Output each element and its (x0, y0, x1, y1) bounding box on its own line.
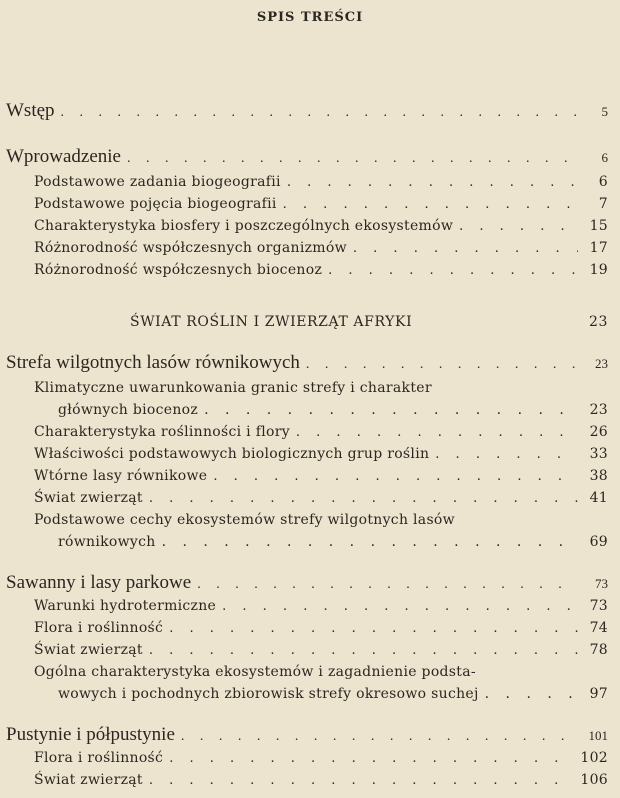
toc-entry-title: Świat zwierząt (34, 642, 143, 658)
toc-entry[interactable] (34, 468, 608, 484)
toc-entry-page: 33 (589, 446, 608, 462)
toc-entry-line1[interactable]: Klimatyczne uwarunkowania granic strefy i charakter (34, 380, 432, 396)
leader-dots (459, 219, 578, 234)
toc-entry-title: Wprowadzenie (6, 146, 121, 167)
toc-entry-page: 73 (595, 576, 608, 591)
toc-entry-title: równikowych (58, 534, 156, 550)
toc-entry-title: Warunki hydrotermiczne (34, 598, 217, 614)
toc-entry-page: 78 (589, 642, 608, 658)
toc-entry-page: 106 (580, 772, 608, 788)
leader-dots (127, 151, 578, 167)
toc-entry-title: Właściwości podstawowych biologicznych grup roślin (34, 446, 430, 462)
toc-entry[interactable] (34, 446, 608, 462)
leader-dots (328, 263, 578, 278)
toc-entry-title: Podstawowe zadania biogeografii (34, 174, 281, 190)
toc-chapter-pustynie[interactable] (6, 724, 608, 746)
toc-entry-page: 19 (589, 262, 608, 278)
toc-entry[interactable] (34, 262, 608, 278)
leader-dots (197, 577, 578, 593)
toc-entry-page: 23 (595, 356, 608, 371)
toc-entry-page: 23 (589, 402, 608, 418)
toc-entry-title: Świat zwierząt (34, 772, 143, 788)
toc-entry-page: 6 (598, 174, 608, 190)
toc-entry-page: 5 (601, 104, 608, 119)
leader-dots (353, 241, 578, 256)
toc-entry[interactable] (34, 620, 608, 636)
toc-entry[interactable] (58, 534, 608, 550)
toc-entry-page: 6 (601, 150, 608, 165)
toc-entry[interactable] (34, 218, 608, 234)
leader-dots (162, 534, 578, 550)
toc-entry-title: Charakterystyka roślinności i flory (34, 424, 290, 440)
toc-entry-title: wowych i pochodnych zbiorowisk strefy okresowo suchej (58, 686, 479, 702)
leader-dots (435, 447, 578, 462)
toc-part-title: ŚWIAT ROŚLIN I ZWIERZĄT AFRYKI (130, 314, 413, 330)
toc-entry-page: 101 (588, 728, 608, 743)
toc-chapter-wstep[interactable] (6, 100, 608, 122)
toc-entry[interactable] (34, 772, 608, 788)
toc-entry-title: Pustynie i półpustynie (6, 724, 175, 745)
toc-entry-title: Podstawowe pojęcia biogeografii (34, 196, 277, 212)
leader-dots (485, 686, 578, 702)
toc-entry-title: Wstęp (6, 100, 55, 121)
toc-entry-title: Różnorodność współczesnych organizmów (34, 240, 347, 256)
toc-entry-page: 69 (589, 534, 608, 550)
toc-entry-page: 97 (589, 686, 608, 702)
toc-entry[interactable] (58, 402, 608, 418)
leader-dots (283, 197, 578, 212)
toc-entry-title: Świat zwierząt (34, 490, 143, 506)
toc-entry-line1[interactable]: Podstawowe cechy ekosystemów strefy wilgotnych lasów (34, 512, 455, 528)
toc-entry[interactable] (34, 424, 608, 440)
toc-entry-page: 7 (598, 196, 608, 212)
toc-entry-page: 74 (589, 620, 608, 636)
toc-entry[interactable] (34, 240, 608, 256)
toc-entry[interactable] (34, 490, 608, 506)
toc-entry-title: Sawanny i lasy parkowe (6, 572, 192, 593)
toc-entry-title: Flora i roślinność (34, 620, 164, 636)
leader-dots (181, 729, 578, 745)
toc-entry-page: 102 (580, 750, 608, 766)
toc-entry-page: 38 (589, 468, 608, 484)
toc-entry-line1[interactable]: Ogólna charakterystyka ekosystemów i zagadnienie podsta- (34, 664, 476, 680)
toc-entry-page: 17 (589, 240, 608, 256)
toc-entry[interactable] (34, 196, 608, 212)
leader-dots (213, 469, 578, 484)
leader-dots (306, 357, 578, 373)
leader-dots (169, 751, 574, 766)
toc-entry-title: głównych biocenoz (58, 402, 199, 418)
page-title: SPIS TREŚCI (256, 10, 364, 25)
toc-entry-title: Strefa wilgotnych lasów równikowych (6, 352, 300, 373)
toc-chapter-strefa[interactable] (6, 352, 608, 374)
toc-entry[interactable] (34, 642, 608, 658)
toc-entry-title: Wtórne lasy równikowe (34, 468, 208, 484)
leader-dots (149, 773, 575, 788)
toc-entry[interactable] (34, 174, 608, 190)
toc-entry-title: Różnorodność współczesnych biocenoz (34, 262, 323, 278)
toc-chapter-sawanny[interactable] (6, 572, 608, 594)
toc-entry-page: 41 (589, 490, 608, 506)
toc-entry-page: 73 (589, 598, 608, 614)
toc-entry[interactable] (58, 686, 608, 702)
leader-dots (169, 621, 578, 636)
leader-dots (222, 599, 578, 614)
toc-chapter-wprowadzenie[interactable] (6, 146, 608, 168)
toc-entry-title: Flora i roślinność (34, 750, 164, 766)
leader-dots (204, 402, 578, 418)
leader-dots (149, 491, 578, 506)
toc-entry[interactable] (34, 598, 608, 614)
toc-part-heading[interactable] (0, 314, 608, 330)
toc-entry-page: 23 (588, 314, 608, 330)
leader-dots (61, 105, 578, 121)
leader-dots (287, 175, 578, 190)
leader-dots (296, 425, 578, 440)
toc-entry[interactable] (34, 750, 608, 766)
toc-entry-page: 15 (589, 218, 608, 234)
toc-entry-title: Charakterystyka biosfery i poszczególnych ekosystemów (34, 218, 454, 234)
toc-entry-page: 26 (589, 424, 608, 440)
leader-dots (149, 643, 578, 658)
